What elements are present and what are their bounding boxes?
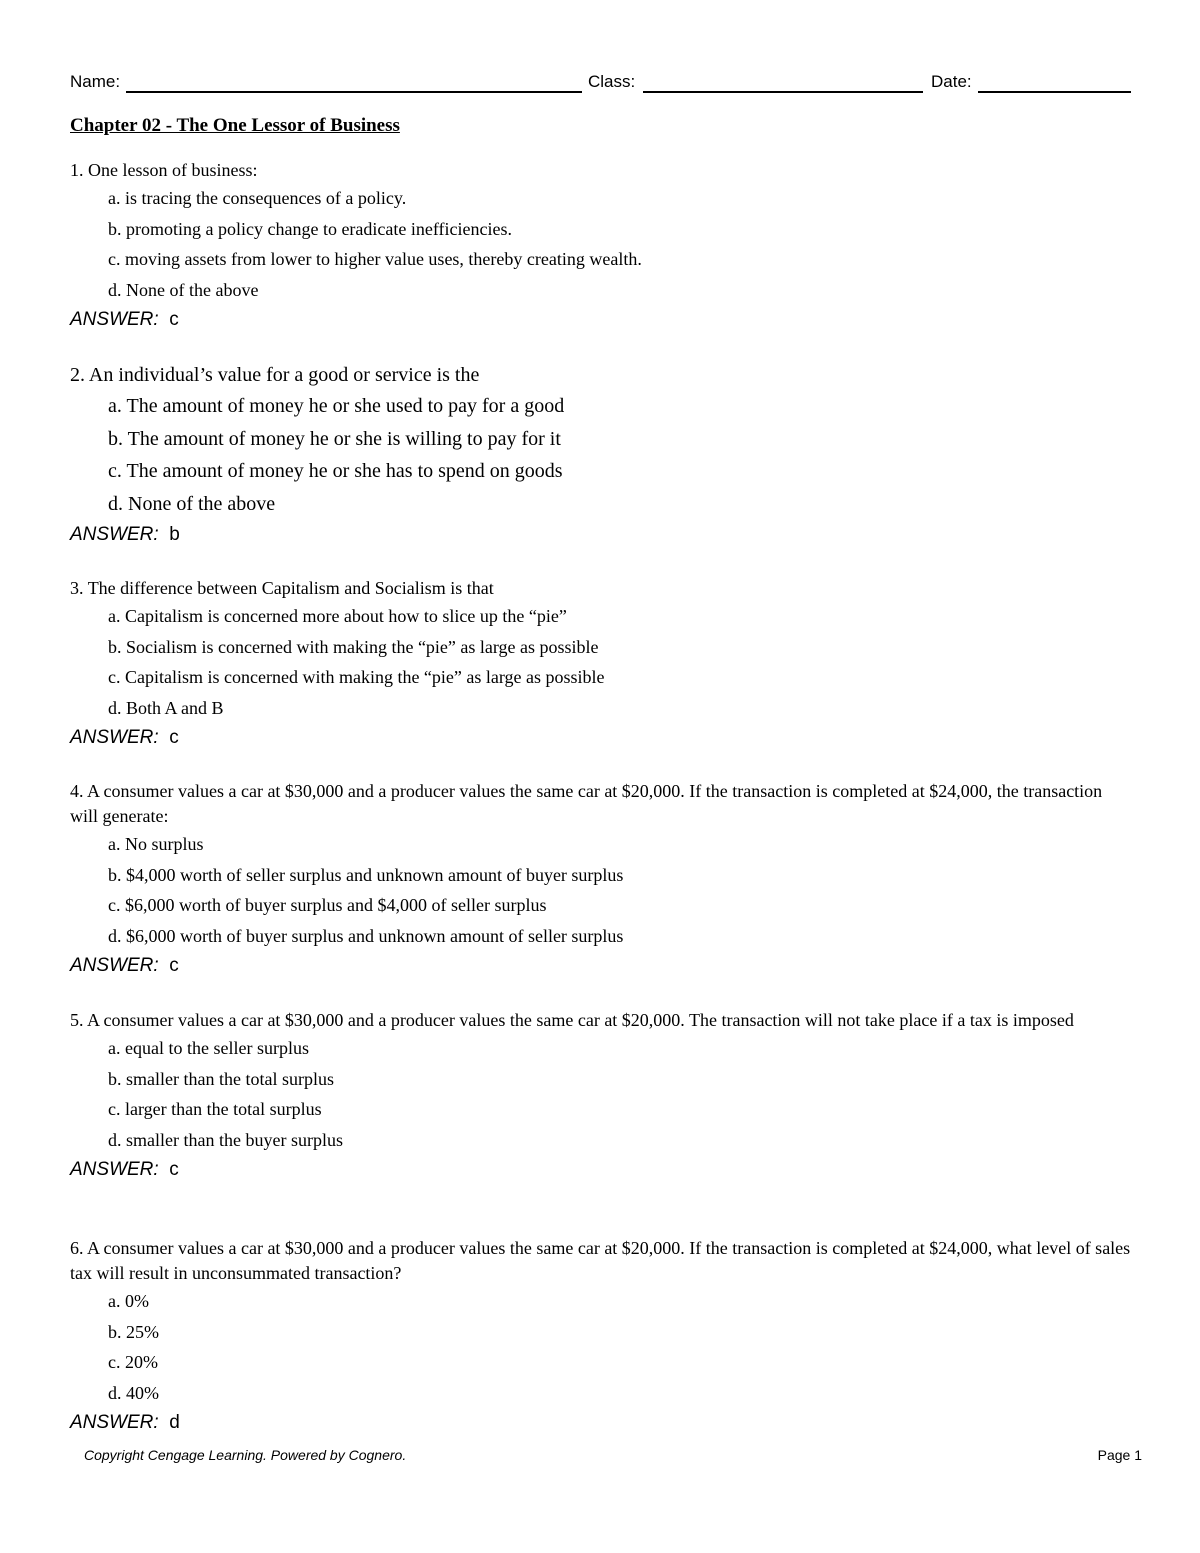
option-a — [108, 601, 1132, 632]
option-text: promoting a policy change to eradicate inefficiencies. — [126, 218, 513, 239]
question-stem — [70, 360, 1132, 390]
option-letter: a. — [108, 606, 121, 626]
option-text: 25% — [126, 1321, 159, 1342]
option-c — [108, 1347, 1132, 1378]
question-text: A consumer values a car at $30,000 and a producer values the same car at $20,000. The transaction will not take place if a tax is imposed — [87, 1010, 1074, 1030]
question-number: 6. — [70, 1238, 84, 1258]
option-text: None of the above — [128, 492, 276, 515]
option-d — [108, 488, 1132, 521]
option-letter: d. — [108, 697, 122, 718]
option-c — [108, 890, 1132, 921]
question-number: 3. — [70, 578, 84, 598]
option-letter: c. — [108, 895, 121, 915]
question-4 — [70, 779, 1132, 981]
option-text: 0% — [125, 1291, 149, 1311]
answer-label: ANSWER: — [70, 1412, 159, 1433]
name-field-line — [126, 91, 582, 93]
answer-line — [70, 1408, 1132, 1438]
option-text: smaller than the total surplus — [126, 1068, 334, 1089]
option-text: The amount of money he or she has to spend on goods — [126, 460, 563, 482]
option-letter: c. — [108, 667, 121, 687]
option-text: Capitalism is concerned with making the “pie” as large as possible — [125, 667, 605, 687]
option-text: smaller than the buyer surplus — [126, 1129, 343, 1150]
answer-value: c — [169, 727, 179, 748]
question-3 — [70, 576, 1132, 753]
option-letter: d. — [108, 1382, 122, 1403]
option-letter: c. — [108, 249, 121, 269]
question-number: 2. — [70, 364, 85, 386]
question-1 — [70, 158, 1132, 335]
option-letter: c. — [108, 460, 122, 482]
option-text: 40% — [126, 1382, 159, 1403]
answer-label: ANSWER: — [70, 309, 159, 330]
question-2 — [70, 360, 1132, 550]
page-number: Page 1 — [1097, 1447, 1142, 1463]
option-letter: d. — [108, 1129, 122, 1150]
question-stem — [70, 1008, 1132, 1033]
question-6 — [70, 1236, 1132, 1438]
chapter-title: Chapter 02 - The One Lessor of Business — [70, 115, 400, 136]
answer-value: c — [169, 309, 179, 330]
answer-line — [70, 520, 1132, 550]
option-text: Socialism is concerned with making the “pie” as large as possible — [126, 636, 599, 657]
option-text: The amount of money he or she is willing to pay for it — [127, 427, 561, 450]
answer-label: ANSWER: — [70, 524, 159, 545]
option-d — [108, 1378, 1132, 1409]
name-label: Name: — [70, 72, 121, 91]
option-d — [108, 1125, 1132, 1156]
question-text: A consumer values a car at $30,000 and a producer values the same car at $20,000. If the transaction is completed at $24,000, what level of sales tax will result in unconsummated transaction? — [70, 1238, 1131, 1283]
answer-value: d — [169, 1412, 180, 1433]
option-letter: d. — [108, 492, 123, 515]
option-letter: a. — [108, 834, 121, 854]
answer-line — [70, 951, 1132, 981]
option-c — [108, 662, 1132, 693]
option-text: $6,000 worth of buyer surplus and $4,000 of seller surplus — [125, 895, 547, 915]
answer-line — [70, 305, 1132, 335]
question-number: 5. — [70, 1010, 84, 1030]
option-text: 20% — [125, 1352, 158, 1372]
option-c — [108, 244, 1132, 275]
option-text: $6,000 worth of buyer surplus and unknown amount of seller surplus — [126, 925, 624, 946]
question-text: One lesson of business: — [88, 160, 258, 180]
answer-line — [70, 723, 1132, 753]
question-stem — [70, 576, 1132, 601]
question-text: A consumer values a car at $30,000 and a producer values the same car at $20,000. If the transaction is completed at $24,000, the transaction will generate: — [70, 781, 1103, 826]
date-field-line — [978, 91, 1131, 93]
option-letter: a. — [108, 1291, 121, 1311]
class-label: Class: — [588, 72, 636, 91]
answer-label: ANSWER: — [70, 955, 159, 976]
question-5 — [70, 1008, 1132, 1185]
option-text: $4,000 worth of seller surplus and unknown amount of buyer surplus — [126, 864, 624, 885]
option-letter: b. — [108, 864, 122, 885]
option-text: Both A and B — [126, 697, 224, 718]
option-b — [108, 860, 1132, 891]
copyright-text: Copyright Cengage Learning. Powered by Cognero. — [84, 1447, 407, 1463]
option-d — [108, 693, 1132, 724]
option-text: Capitalism is concerned more about how to slice up the “pie” — [125, 606, 567, 626]
option-a — [108, 390, 1132, 423]
class-field-line — [643, 91, 923, 93]
option-b — [108, 423, 1132, 456]
option-text: moving assets from lower to higher value uses, thereby creating wealth. — [125, 249, 642, 269]
option-b — [108, 1064, 1132, 1095]
option-a — [108, 1286, 1132, 1317]
student-info-header — [70, 72, 1132, 96]
question-text: An individual’s value for a good or service is the — [88, 364, 480, 386]
question-text: The difference between Capitalism and Socialism is that — [87, 578, 494, 598]
option-text: No surplus — [125, 834, 204, 854]
option-a — [108, 1033, 1132, 1064]
option-d — [108, 921, 1132, 952]
option-text: is tracing the consequences of a policy. — [125, 188, 407, 208]
option-text: equal to the seller surplus — [125, 1038, 309, 1058]
option-text: None of the above — [126, 279, 259, 300]
option-letter: b. — [108, 1321, 122, 1342]
option-letter: b. — [108, 636, 122, 657]
option-letter: b. — [108, 1068, 122, 1089]
question-stem — [70, 779, 1132, 829]
option-b — [108, 632, 1132, 663]
option-letter: b. — [108, 427, 123, 450]
option-c — [108, 455, 1132, 488]
option-letter: a. — [108, 395, 122, 417]
answer-label: ANSWER: — [70, 1159, 159, 1180]
option-letter: c. — [108, 1099, 121, 1119]
answer-value: c — [169, 955, 179, 976]
question-number: 4. — [70, 781, 84, 801]
option-letter: a. — [108, 1038, 121, 1058]
question-stem — [70, 158, 1132, 183]
question-stem — [70, 1236, 1132, 1286]
option-d — [108, 275, 1132, 306]
option-letter: a. — [108, 188, 121, 208]
option-a — [108, 829, 1132, 860]
answer-label: ANSWER: — [70, 727, 159, 748]
question-number: 1. — [70, 160, 84, 180]
option-letter: c. — [108, 1352, 121, 1372]
answer-value: b — [169, 524, 180, 545]
option-b — [108, 214, 1132, 245]
option-b — [108, 1317, 1132, 1348]
option-letter: d. — [108, 279, 122, 300]
date-label: Date: — [931, 72, 972, 91]
answer-value: c — [169, 1159, 179, 1180]
option-letter: b. — [108, 218, 122, 239]
option-letter: d. — [108, 925, 122, 946]
answer-line — [70, 1155, 1132, 1185]
option-c — [108, 1094, 1132, 1125]
option-a — [108, 183, 1132, 214]
option-text: larger than the total surplus — [125, 1099, 322, 1119]
option-text: The amount of money he or she used to pay for a good — [126, 395, 565, 417]
page-footer — [70, 1447, 1142, 1467]
